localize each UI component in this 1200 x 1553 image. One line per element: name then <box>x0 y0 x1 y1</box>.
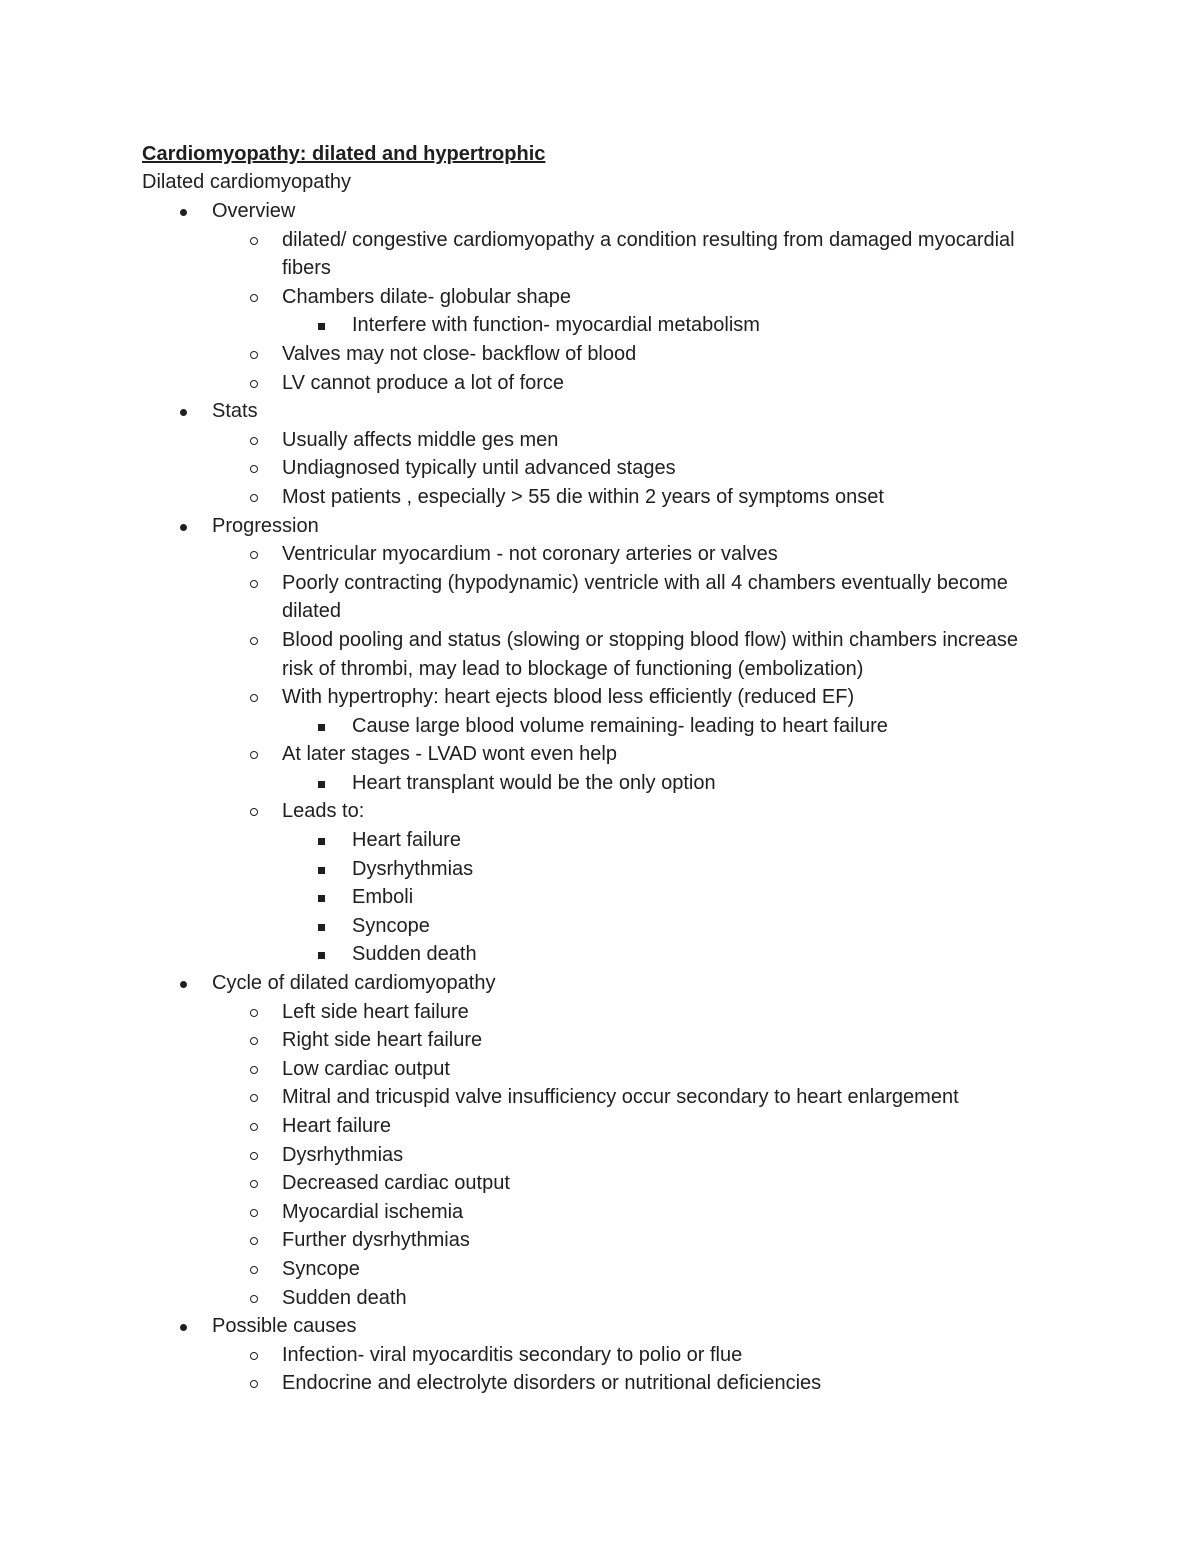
list-item <box>142 940 1042 969</box>
list-item-text: Dysrhythmias <box>352 857 474 880</box>
list-item-text: Myocardial ischemia <box>282 1200 464 1223</box>
list-item <box>142 883 1042 912</box>
list-item <box>142 712 1042 741</box>
circle-bullet-icon <box>248 1198 268 1227</box>
list-item <box>142 226 1042 283</box>
list-item-text: Mitral and tricuspid valve insufficiency occur secondary to heart enlargement <box>282 1086 959 1109</box>
page-title: Cardiomyopathy: dilated and hypertrophic <box>142 143 546 165</box>
circle-bullet-icon <box>248 540 268 569</box>
list-item <box>142 1055 1042 1084</box>
list-item-text: Blood pooling and status (slowing or stopping blood flow) within chambers increase risk of thrombi, may lead to blockage of functioning (embolization) <box>282 628 1018 680</box>
circle-bullet-icon <box>248 1341 268 1370</box>
list-item <box>142 1341 1042 1370</box>
list-item <box>142 1141 1042 1170</box>
list-item <box>142 1284 1042 1313</box>
circle-bullet-icon <box>248 340 268 369</box>
list-item-text: Undiagnosed typically until advanced stages <box>282 457 676 480</box>
list-item-text: Syncope <box>282 1257 360 1280</box>
square-bullet-icon <box>316 769 336 798</box>
list-item <box>142 1312 1042 1341</box>
square-bullet-icon <box>316 855 336 884</box>
list-item <box>142 855 1042 884</box>
list-item <box>142 998 1042 1027</box>
list-item <box>142 426 1042 455</box>
list-item-text: dilated/ congestive cardiomyopathy a condition resulting from damaged myocardial fibers <box>282 228 1015 280</box>
list-item-text: Sudden death <box>352 943 477 966</box>
list-item <box>142 1226 1042 1255</box>
list-item-text: Heart failure <box>352 829 461 852</box>
circle-bullet-icon <box>248 369 268 398</box>
square-bullet-icon <box>316 826 336 855</box>
list-item <box>142 397 1042 426</box>
list-item-text: Endocrine and electrolyte disorders or nutritional deficiencies <box>282 1372 822 1395</box>
square-bullet-icon <box>316 912 336 941</box>
list-item-text: Most patients , especially > 55 die within 2 years of symptoms onset <box>282 485 884 508</box>
square-bullet-icon <box>316 311 336 340</box>
list-item <box>142 454 1042 483</box>
list-item-text: Leads to: <box>282 800 365 823</box>
list-item-text: Low cardiac output <box>282 1057 450 1080</box>
list-item <box>142 340 1042 369</box>
list-item-text: Interfere with function- myocardial metabolism <box>352 314 760 337</box>
circle-bullet-icon <box>248 1369 268 1398</box>
list-item <box>142 512 1042 541</box>
disc-bullet-icon <box>178 397 198 426</box>
list-item-text: Poorly contracting (hypodynamic) ventricle with all 4 chambers eventually become dilated <box>282 571 1008 623</box>
list-item <box>142 1255 1042 1284</box>
list-item <box>142 683 1042 712</box>
circle-bullet-icon <box>248 569 268 598</box>
list-item <box>142 1169 1042 1198</box>
list-item-text: LV cannot produce a lot of force <box>282 371 565 394</box>
list-item <box>142 826 1042 855</box>
circle-bullet-icon <box>248 1226 268 1255</box>
list-item <box>142 912 1042 941</box>
list-item <box>142 1198 1042 1227</box>
list-item <box>142 1026 1042 1055</box>
circle-bullet-icon <box>248 740 268 769</box>
circle-bullet-icon <box>248 1055 268 1084</box>
list-item <box>142 626 1042 683</box>
list-item-text: Decreased cardiac output <box>282 1172 510 1195</box>
list-item-text: Sudden death <box>282 1286 407 1309</box>
list-item <box>142 369 1042 398</box>
list-item <box>142 1083 1042 1112</box>
disc-bullet-icon <box>178 197 198 226</box>
list-item <box>142 311 1042 340</box>
list-item <box>142 197 1042 226</box>
list-item <box>142 740 1042 769</box>
circle-bullet-icon <box>248 626 268 655</box>
list-item-text: Cause large blood volume remaining- leading to heart failure <box>352 714 888 737</box>
square-bullet-icon <box>316 883 336 912</box>
list-item-text: Progression <box>212 514 319 537</box>
circle-bullet-icon <box>248 1141 268 1170</box>
list-item-text: Valves may not close- backflow of blood <box>282 342 637 365</box>
circle-bullet-icon <box>248 797 268 826</box>
circle-bullet-icon <box>248 1083 268 1112</box>
circle-bullet-icon <box>248 1169 268 1198</box>
list-item-text: Heart failure <box>282 1115 391 1137</box>
list-item-text: Usually affects middle ges men <box>282 428 559 451</box>
square-bullet-icon <box>316 712 336 741</box>
list-item-text: Infection- viral myocarditis secondary to polio or flue <box>282 1343 743 1366</box>
circle-bullet-icon <box>248 454 268 483</box>
disc-bullet-icon <box>178 512 198 541</box>
list-item-text: Further dysrhythmias <box>282 1229 470 1252</box>
list-item-text: Chambers dilate- globular shape <box>282 285 572 308</box>
list-item <box>142 283 1042 312</box>
circle-bullet-icon <box>248 426 268 455</box>
circle-bullet-icon <box>248 483 268 512</box>
list-item-text: Emboli <box>352 886 414 909</box>
circle-bullet-icon <box>248 1112 268 1141</box>
list-item-text: Syncope <box>352 914 430 937</box>
list-item-text: Overview <box>212 200 296 222</box>
list-item-text: Stats <box>212 400 258 423</box>
circle-bullet-icon <box>248 1284 268 1313</box>
disc-bullet-icon <box>178 1312 198 1341</box>
circle-bullet-icon <box>248 1026 268 1055</box>
list-item-text: Heart transplant would be the only option <box>352 771 716 794</box>
list-item-text: At later stages - LVAD wont even help <box>282 743 617 766</box>
list-item-text: Possible causes <box>212 1315 357 1338</box>
circle-bullet-icon <box>248 683 268 712</box>
list-item <box>142 1369 1042 1398</box>
list-item <box>142 969 1042 998</box>
list-item <box>142 569 1042 626</box>
list-item <box>142 769 1042 798</box>
circle-bullet-icon <box>248 1255 268 1284</box>
list-item <box>142 540 1042 569</box>
bulleted-outline <box>142 197 1042 1398</box>
list-item <box>142 1112 1042 1141</box>
circle-bullet-icon <box>248 226 268 255</box>
list-item <box>142 483 1042 512</box>
square-bullet-icon <box>316 940 336 969</box>
list-item <box>142 797 1042 826</box>
list-item-text: Left side heart failure <box>282 1000 469 1023</box>
list-item-text: Ventricular myocardium - not coronary arteries or valves <box>282 543 778 566</box>
circle-bullet-icon <box>248 998 268 1027</box>
list-item-text: Right side heart failure <box>282 1029 483 1052</box>
disc-bullet-icon <box>178 969 198 998</box>
list-item-text: Cycle of dilated cardiomyopathy <box>212 972 496 995</box>
document-page <box>142 140 1042 1398</box>
circle-bullet-icon <box>248 283 268 312</box>
section-heading: Dilated cardiomyopathy <box>142 171 351 193</box>
list-item-text: With hypertrophy: heart ejects blood less efficiently (reduced EF) <box>282 686 855 709</box>
list-item-text: Dysrhythmias <box>282 1143 404 1166</box>
